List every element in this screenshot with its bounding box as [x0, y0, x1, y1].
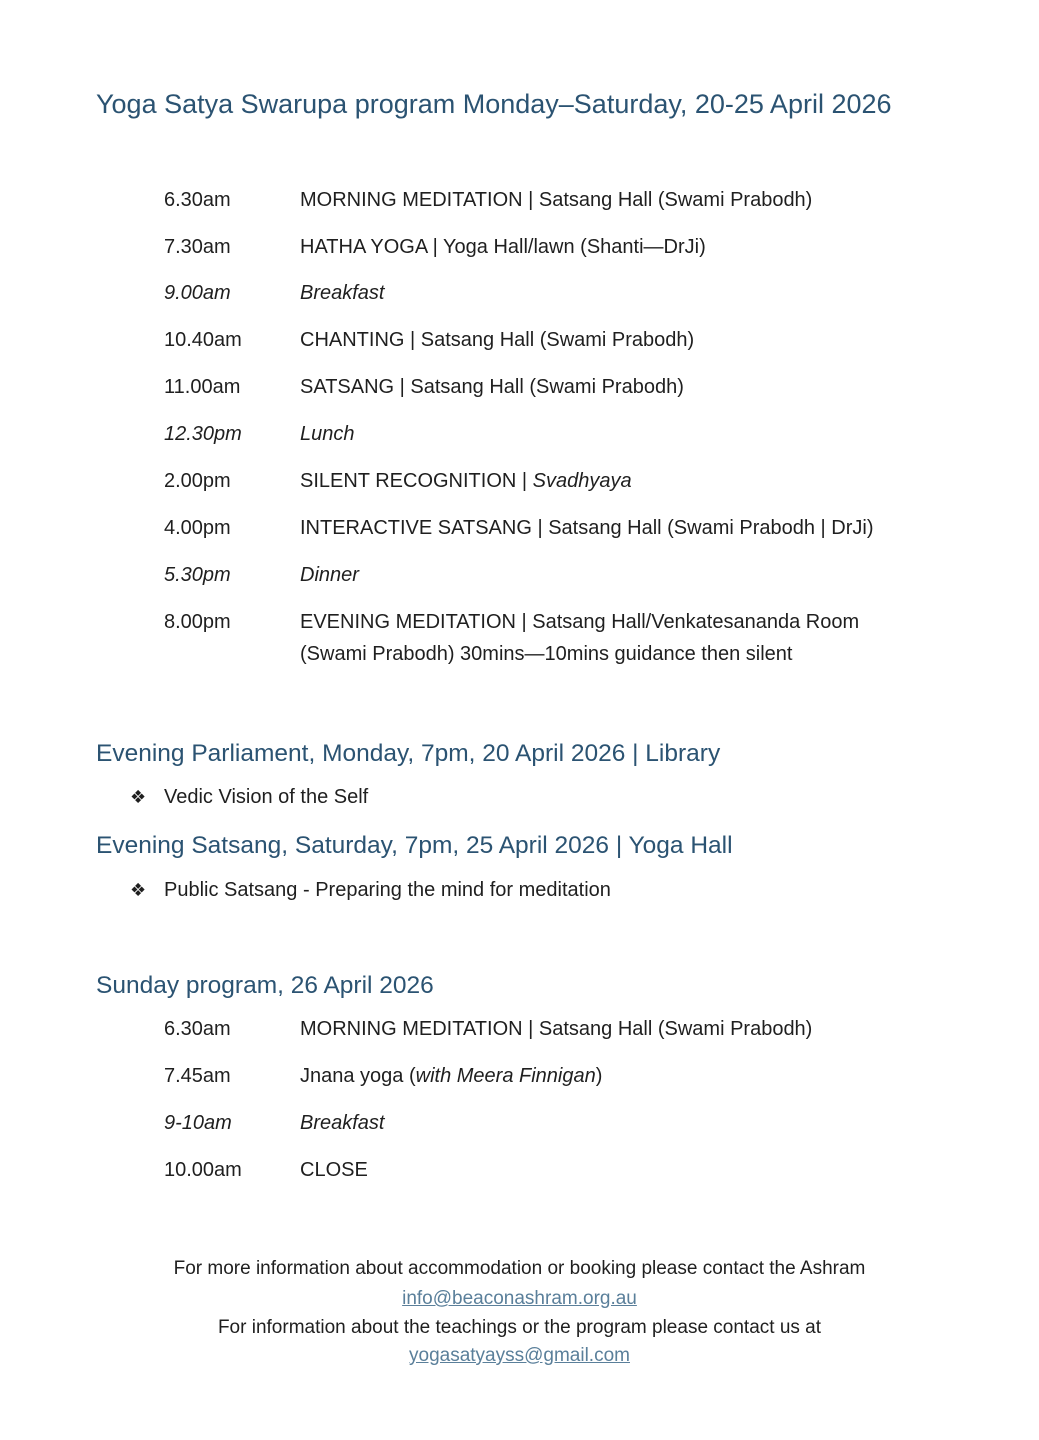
schedule-time: 7.30am [164, 236, 231, 258]
schedule-time: 5.30pm [164, 564, 231, 586]
schedule-activity: Dinner [300, 564, 359, 586]
bullet-text: Public Satsang - Preparing the mind for meditation [164, 879, 611, 901]
bullet-text: Vedic Vision of the Self [164, 786, 369, 808]
footer-accommodation-text: For more information about accommodation or booking please contact the Ashram [173, 1258, 866, 1279]
activity-emphasis: Svadhyaya [532, 470, 632, 492]
schedule-activity: Lunch [300, 423, 355, 445]
schedule-activity [300, 1060, 920, 1092]
schedule-time: 12.30pm [164, 423, 242, 445]
schedule-activity: HATHA YOGA | Yoga Hall/lawn (Shanti—DrJi) [300, 236, 706, 258]
schedule-time: 6.30am [164, 189, 231, 211]
activity-line: EVENING MEDITATION | Satsang Hall/Venkatesananda Room [300, 611, 860, 633]
schedule-activity: CHANTING | Satsang Hall (Swami Prabodh) [300, 329, 695, 351]
page-title: Yoga Satya Swarupa program Monday–Saturday, 20-25 April 2026 [96, 89, 892, 119]
activity-emphasis: with Meera Finnigan [415, 1065, 596, 1087]
schedule-time: 10.40am [164, 329, 242, 351]
schedule-activity: Breakfast [300, 282, 385, 304]
activity-text: SILENT RECOGNITION | [300, 470, 533, 492]
schedule-activity: MORNING MEDITATION | Satsang Hall (Swami Prabodh) [300, 189, 813, 211]
schedule-activity: SATSANG | Satsang Hall (Swami Prabodh) [300, 376, 684, 398]
schedule-activity: INTERACTIVE SATSANG | Satsang Hall (Swami Prabodh | DrJi) [300, 517, 874, 539]
schedule-activity [300, 465, 920, 497]
bullet-diamond-icon: ❖ [130, 787, 147, 807]
schedule-time: 2.00pm [164, 470, 231, 492]
schedule-time: 4.00pm [164, 517, 231, 539]
sunday-heading: Sunday program, 26 April 2026 [96, 972, 434, 999]
satsang-heading: Evening Satsang, Saturday, 7pm, 25 April 2026 | Yoga Hall [96, 832, 733, 859]
schedule-time: 7.45am [164, 1065, 231, 1087]
parliament-heading: Evening Parliament, Monday, 7pm, 20 April 2026 | Library [96, 740, 721, 767]
footer-email-line [0, 1288, 1039, 1310]
footer-email-line [0, 1345, 1039, 1367]
schedule-activity [300, 606, 940, 670]
activity-line: (Swami Prabodh) 30mins—10mins guidance then silent [300, 643, 793, 665]
bullet-diamond-icon: ❖ [130, 880, 147, 900]
schedule-activity: MORNING MEDITATION | Satsang Hall (Swami Prabodh) [300, 1018, 813, 1040]
schedule-time: 10.00am [164, 1159, 242, 1181]
schedule-time: 8.00pm [164, 611, 231, 633]
schedule-time: 11.00am [164, 376, 241, 398]
schedule-time: 9-10am [164, 1112, 232, 1134]
schedule-activity: CLOSE [300, 1159, 368, 1181]
teachings-email-link[interactable]: yogasatyayss@gmail.com [409, 1345, 630, 1366]
satsang-bullet [130, 879, 611, 902]
footer-teachings-text: For information about the teachings or the program please contact us at [217, 1317, 822, 1338]
parliament-bullet [130, 786, 368, 809]
schedule-activity: Breakfast [300, 1112, 385, 1134]
schedule-time: 9.00am [164, 282, 231, 304]
schedule-time: 6.30am [164, 1018, 231, 1040]
activity-text: Jnana yoga ( [300, 1065, 416, 1087]
ashram-email-link[interactable]: info@beaconashram.org.au [402, 1288, 637, 1309]
activity-text: ) [595, 1065, 603, 1087]
